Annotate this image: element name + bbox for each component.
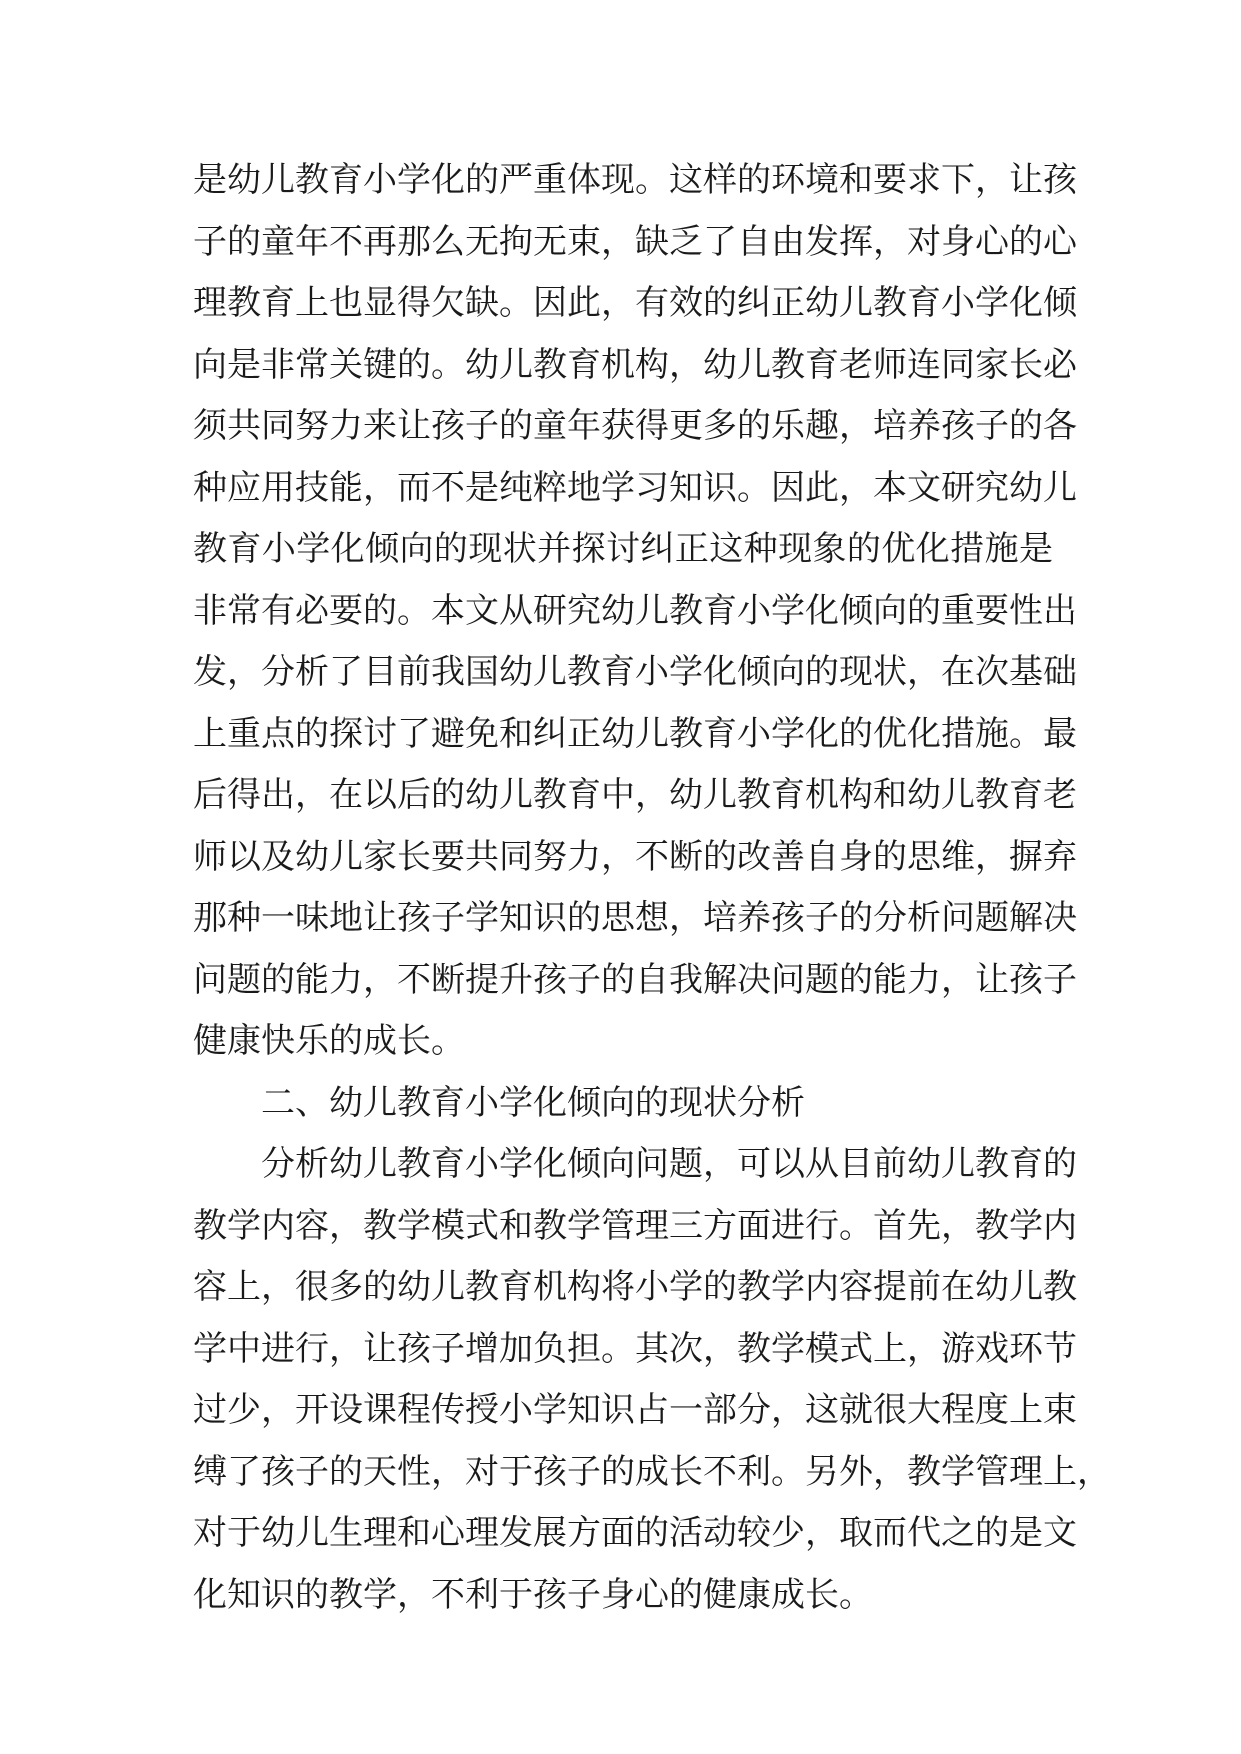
text-line: 过少，开设课程传授小学知识占一部分，这就很大程度上束 — [193, 1390, 1077, 1430]
text-line: 发，分析了目前我国幼儿教育小学化倾向的现状，在次基础 — [193, 652, 1077, 692]
text-line: 理教育上也显得欠缺。因此，有效的纠正幼儿教育小学化倾 — [193, 283, 1077, 323]
text-line: 是幼儿教育小学化的严重体现。这样的环境和要求下，让孩 — [193, 160, 1077, 200]
paragraph-analysis — [193, 1134, 1111, 1626]
text-line: 师以及幼儿家长要共同努力，不断的改善自身的思维，摒弃 — [193, 836, 1077, 877]
text-line: 问题的能力，不断提升孩子的自我解决问题的能力，让孩子 — [193, 959, 1077, 1000]
text-line: 须共同努力来让孩子的童年获得更多的乐趣，培养孩子的各 — [193, 406, 1077, 446]
text-line: 缚了孩子的天性，对于孩子的成长不利。另外，教学管理上， — [193, 1451, 1111, 1492]
text-line: 教学内容，教学模式和教学管理三方面进行。首先，教学内 — [193, 1205, 1077, 1246]
paragraph-intro — [193, 150, 1077, 1073]
text-line: 非常有必要的。本文从研究幼儿教育小学化倾向的重要性出 — [193, 590, 1077, 631]
text-line: 对于幼儿生理和心理发展方面的活动较少，取而代之的是文 — [193, 1513, 1077, 1553]
text-line: 向是非常关键的。幼儿教育机构，幼儿教育老师连同家长必 — [193, 344, 1077, 385]
text-line: 后得出，在以后的幼儿教育中，幼儿教育机构和幼儿教育老 — [193, 775, 1077, 815]
text-line: 上重点的探讨了避免和纠正幼儿教育小学化的优化措施。最 — [193, 713, 1077, 754]
text-line: 教育小学化倾向的现状并探讨纠正这种现象的优化措施是 — [193, 529, 1053, 569]
text-line: 那种一味地让孩子学知识的思想，培养孩子的分析问题解决 — [193, 898, 1077, 938]
text-line: 子的童年不再那么无拘无束，缺乏了自由发挥，对身心的心 — [193, 221, 1077, 262]
text-line: 化知识的教学，不利于孩子身心的健康成长。 — [193, 1574, 873, 1615]
text-line: 分析幼儿教育小学化倾向问题，可以从目前幼儿教育的 — [261, 1144, 1077, 1184]
text-line: 健康快乐的成长。 — [193, 1021, 465, 1061]
text-line: 学中进行，让孩子增加负担。其次，教学模式上，游戏环节 — [193, 1328, 1077, 1369]
document-body — [193, 150, 1111, 1626]
section-heading: 二、幼儿教育小学化倾向的现状分析 — [261, 1082, 805, 1123]
text-line: 容上，很多的幼儿教育机构将小学的教学内容提前在幼儿教 — [193, 1267, 1077, 1307]
text-line: 种应用技能，而不是纯粹地学习知识。因此，本文研究幼儿 — [193, 467, 1077, 508]
